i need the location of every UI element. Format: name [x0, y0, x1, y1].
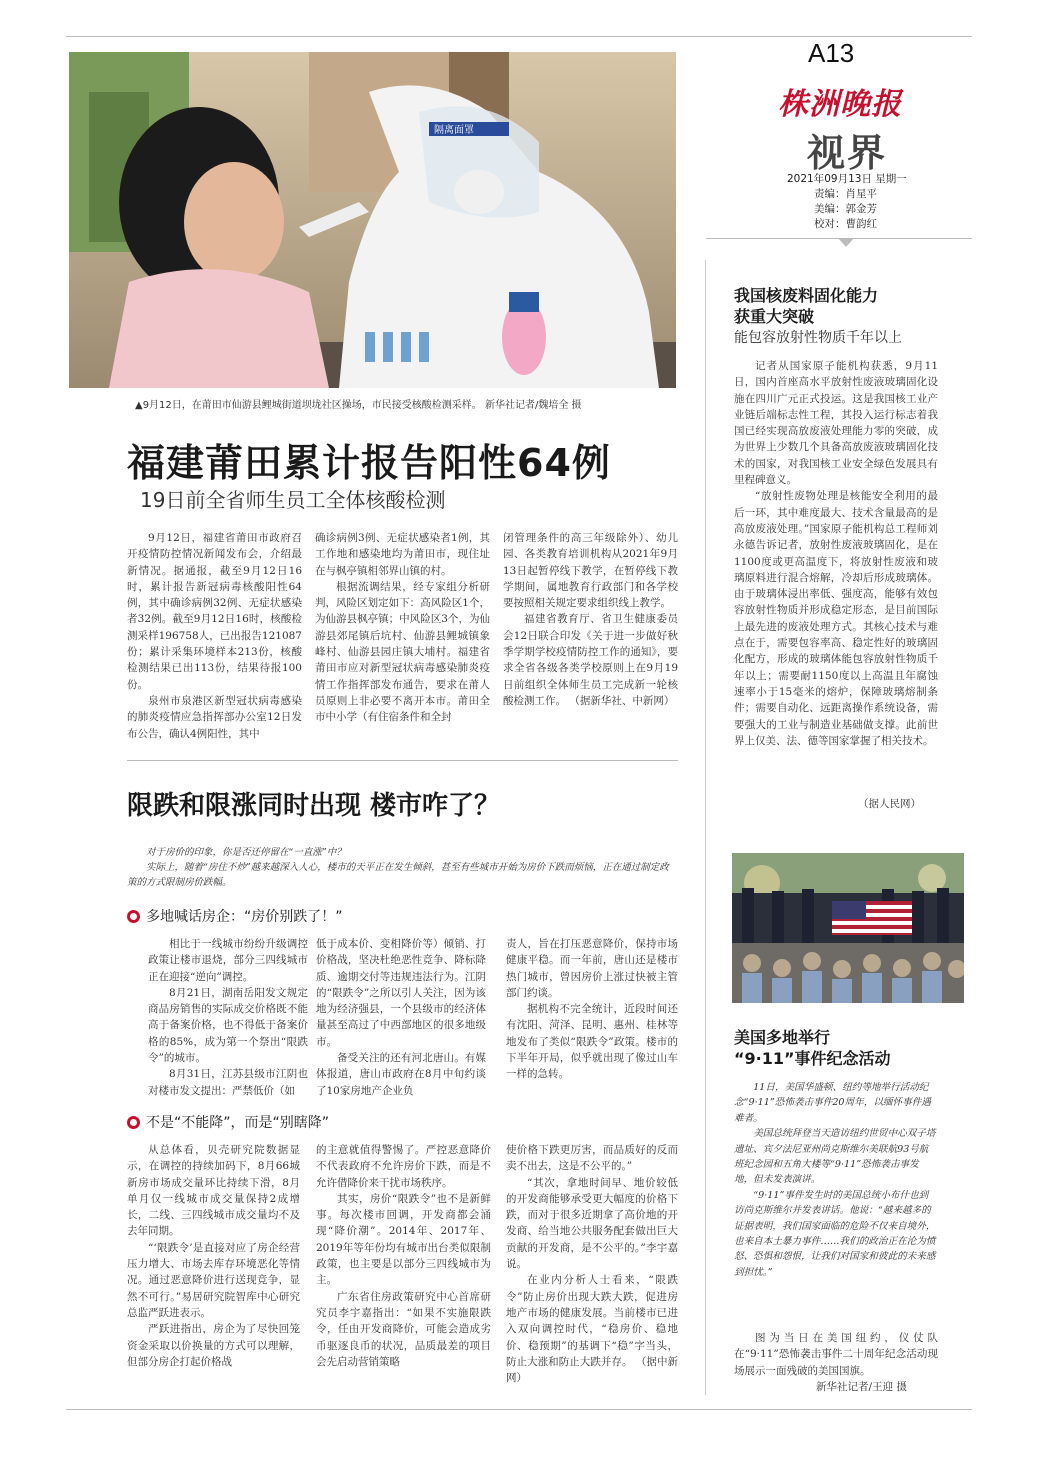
- proofreader-credit: 校对：曹韵红: [814, 218, 877, 230]
- bottom-rule: [66, 1409, 972, 1410]
- caption-text: 图为当日在美国纽约，仪仗队在“9·11”恐怖袭击事件二十周年纪念活动现场展示一面残破的美国国旗。: [734, 1332, 938, 1377]
- paragraph: 的主意就值得警惕了。严控恶意降价不代表政府不允许房价下跌，而是不允许借降价来干扰市场秩序。: [316, 1144, 491, 1189]
- paragraph: 备受关注的还有河北唐山。有媒体报道，唐山市政府在8月中旬约谈了10家房地产企业负: [316, 1052, 486, 1097]
- newspaper-logo: 株洲晚报: [778, 87, 902, 122]
- article1-col3: [503, 530, 678, 709]
- paragraph: 使价格下跌更厉害，而品质好的反而卖不出去，这是不公平的。”: [506, 1144, 678, 1173]
- article3-source: （据人民网）: [858, 798, 921, 810]
- main-photo-caption: ▲9月12日，在莆田市仙游县鲤城街道坝垅社区操场，市民接受核酸检测采样。 新华社记者/魏培全 摄: [135, 400, 582, 411]
- article3-body: [734, 358, 938, 749]
- section2-col3: [506, 1142, 678, 1386]
- bullet-circle-icon: [127, 910, 140, 923]
- section1-col3: [506, 936, 678, 1083]
- article3-title-line2: 获重大突破: [734, 307, 815, 326]
- article4-body: [734, 1080, 937, 1280]
- section1-col1: [148, 936, 308, 1099]
- article4-caption: [734, 1330, 938, 1379]
- article1-title: 福建莆田累计报告阳性64例: [127, 441, 611, 485]
- section1-heading: [127, 906, 343, 926]
- lead-paragraph: 实际上，随着“房住不炒”越来越深入人心，楼市的天平正在发生倾斜，甚至有些城市开始为房价下跌而烦恼，正在通过制定政策的方式限制房价跌幅。: [127, 862, 669, 888]
- paragraph: 确诊病例3例、无症状感染者1例，其工作地和感染地均为莆田市，现住址在与枫亭镇相邻界山镇的村。: [315, 532, 490, 577]
- flag-ceremony-illustration: [732, 853, 964, 1003]
- paragraph: “9·11”事件发生时的美国总统小布什也到访尚克斯维尔并发表讲话。他说：“越来越多的证据表明，我们国家面临的危险不仅来自境外，也来自本土暴力事件……我们的政治正在沦为愤怒、恐惧和怨恨，让我们对国家和彼此的未来感到担忧。”: [734, 1189, 936, 1278]
- article3-subtitle: 能包容放射性物质千年以上: [734, 330, 902, 346]
- paragraph: 泉州市泉港区新型冠状病毒感染的肺炎疫情应急指挥部办公室12日发布公告，确认4例阳性，其中: [127, 694, 302, 740]
- paragraph: 从总体看，贝壳研究院数据显示，在调控的持续加码下，8月66城新房市场成交量环比持续下滑，8月单月仅一线城市成交量保持2成增长，二线、三四线城市成交量均不及去年同期。: [127, 1144, 300, 1238]
- paragraph: “‘限跌令’是直接对应了房企经营压力增大、市场去库存环境恶化等情况。通过恶意降价进行送现竞争，显然不可行。”易居研究院智库中心研究总监严跃进表示。: [127, 1241, 300, 1319]
- paragraph: 广东省住房政策研究中心首席研究员李宇嘉指出：“如果不实施限跌令，任由开发商降价，可能会造成劣币驱逐良币的状况，品质最差的项目会先启动营销策略: [316, 1290, 491, 1368]
- bullet-circle-icon: [127, 1116, 140, 1129]
- paragraph: 8月31日，江苏县级市江阴也对楼市发文提出：严禁低价（如: [148, 1068, 308, 1097]
- article3-title-line1: 我国核废料固化能力: [734, 286, 879, 305]
- editor-credit: 责编：肖星平: [814, 188, 877, 200]
- article1-col1: [127, 530, 302, 742]
- article2-lead: [127, 845, 677, 890]
- article4-title-line1: 美国多地举行: [734, 1028, 831, 1047]
- paragraph: 闭管理条件的高三年级除外）、幼儿园、各类教育培训机构从2021年9月13日起暂停线下教学，在暂停线下教学期间，属地教育行政部门和各学校要按照相关规定要求组织线上教学。: [503, 532, 678, 610]
- paragraph: 8月21日，湖南岳阳发文规定商品房销售的实际成交价格既不能高于备案价格，也不得低于备案价格的85%，成为第一个祭出“限跌令”的城市。: [148, 986, 308, 1065]
- masthead-tab: [838, 238, 854, 247]
- page-number: A13: [808, 38, 855, 68]
- top-rule: [66, 36, 972, 37]
- section2-heading-text: 不是“不能降”，而是“别瞎降”: [146, 1115, 330, 1131]
- article1-subtitle: 19日前全省师生员工全体核酸检测: [140, 488, 446, 512]
- face-shield-label: 隔离面罩: [434, 125, 474, 136]
- paragraph: 相比于一线城市纷纷升级调控政策让楼市退烧，部分三四线城市正在迎接“逆向”调控。: [148, 938, 308, 983]
- article1-col2: [315, 530, 490, 726]
- section2-col2: [316, 1142, 491, 1370]
- article4-credit: 新华社记者/王迎 摄: [816, 1381, 907, 1393]
- paragraph: 根据流调结果，经专家组分析研判，风险区划定如下：高风险区1个，为仙游县枫亭镇；中风险区3个，为仙游县郊尾镇后坑村、仙游县鲤城镇象峰村、仙游县园庄镇大埔村。福建省莆田市应对新型冠状病毒感染肺炎疫情工作指挥部发布通告，要求在莆人员原则上非必要不离开本市。莆田全市中小学（有住宿条件和全封: [315, 580, 490, 724]
- covid-test-illustration: [69, 52, 676, 388]
- article2-title: 限跌和限涨同时出现 楼市咋了？: [127, 791, 501, 821]
- paragraph: 低于成本价、变相降价等）倾销、打价格战，坚决杜绝恶性竞争、降标降质、逾期交付等违规违法行为。江阴的“限跌令”之所以引人关注，因为该地为经济强县，一个县级市的经济体量甚至高过了中西部地区的很多地级市。: [316, 938, 486, 1048]
- lead-paragraph: 对于房价的印象，你是否还停留在“一直涨”中？: [146, 847, 346, 858]
- paragraph: “其次，拿地时间早、地价较低的开发商能够承受更大幅度的价格下跌，而对于很多近期拿了高价地的开发商、给当地公共服务配套做出巨大贡献的开发商，是不公平的。”李宇嘉说。: [506, 1176, 678, 1271]
- paragraph: “放射性废物处理是核能安全利用的最后一环，其中难度最大、技术含量最高的是高放废液处理。”国家原子能机构总工程师刘永德告诉记者，放射性废液玻璃固化，是在1100度或更高温度下，将放射性废液和玻璃原料进行混合熔解，冷却后形成玻璃体。由于玻璃体浸出率低、强度高，能够有效包容放射性物质并形成稳定形态，是目前国际上最先进的废液处理方式。其核心技术与难点在于，需要包容率高、稳定性好的玻璃固化配方，形成的玻璃体能包容放射性物质千年以上；需要耐1150度以上高温且年腐蚀速率小于15毫米的熔炉，保障玻璃熔制条件；需要自动化、远距离操作系统设备，需要强大的工业与制造业基础做支撑。此前世界上仅美、法、德等国家掌握了相关技术。: [734, 490, 938, 747]
- paragraph: 在业内分析人士看来，“限跌令”防止房价出现大跌大跌，促进房地产市场的健康发展。当前楼市已进入双向调控时代，“稳房价、稳地价、稳预期”的基调下“稳”字当头，防止大涨和防止大跌并存。 （据中新网）: [506, 1274, 678, 1385]
- paragraph: 福建省教育厅、省卫生健康委员会12日联合印发《关于进一步做好秋季学期学校疫情防控工作的通知》，要求全省各级各类学校原则上在9月19日前组织全体师生员工完成新一轮核酸检测工作。 （据新华社、中新网）: [503, 613, 678, 707]
- paragraph: 美国总统拜登当天造访纽约世贸中心双子塔遗址、宾夕法尼亚州尚克斯维尔美联航93号航班纪念园和五角大楼等“9·11”恐怖袭击事发地，但未发表演讲。: [734, 1128, 936, 1186]
- designer-credit: 美编：郭金芳: [814, 203, 877, 215]
- article4-title-line2: “9·11”事件纪念活动: [734, 1049, 891, 1068]
- vertical-divider: [705, 260, 706, 1395]
- paragraph: 责人，旨在打压恶意降价，保持市场健康平稳。而一年前，唐山还是楼市热门城市，曾因房价上涨过快被主管部门约谈。: [506, 938, 678, 999]
- main-photo: [69, 52, 676, 388]
- memorial-photo: [732, 853, 964, 1003]
- paragraph: 据机构不完全统计，近段时间还有沈阳、菏泽、昆明、惠州、桂林等地发布了类似“限跌令”政策。楼市的下半年开局，似乎就出现了像过山车一样的急转。: [506, 1003, 678, 1081]
- paragraph: 严跃进指出，房企为了尽快回笼资金采取以价换量的方式可以理解，但部分房企打起价格战: [127, 1323, 300, 1368]
- paragraph: 9月12日，福建省莆田市政府召开疫情防控情况新闻发布会，介绍最新情况。据通报，截至9月12日16时，累计报告新冠病毒核酸阳性64例，其中确诊病例32例、无症状感染者32例。截至9月12日16时，核酸检测采样196758人，已出报告121087份；累计采集环境样本213份，核酸检测结果已出113份，结果待报100份。: [127, 532, 302, 691]
- paragraph: 其实，房价“限跌令”也不是新鲜事。每次楼市回调，开发商都会涌现“降价潮”。2014年、2017年、2019年等年份均有城市出台类似限制政策，也主要是以部分三四线城市为主。: [316, 1192, 491, 1287]
- issue-date: 2021年09月13日 星期一: [787, 173, 907, 185]
- section1-heading-text: 多地喊话房企：“房价别跌了！”: [146, 909, 343, 925]
- paragraph: 11日，美国华盛顿、纽约等地举行活动纪念“9·11”恐怖袭击事件20周年，以缅怀事件遇难者。: [734, 1082, 931, 1124]
- section-name: 视界: [807, 130, 888, 175]
- section2-heading: [127, 1112, 329, 1132]
- article-divider: [127, 760, 678, 761]
- section1-col2: [316, 936, 486, 1099]
- section2-col1: [127, 1142, 300, 1370]
- paragraph: 记者从国家原子能机构获悉，9月11日，国内首座高水平放射性废液玻璃固化设施在四川广元正式投运。这是我国核工业产业链后端标志性工程，其投入运行标志着我国已经实现高放废液处理能力零的突破，成为世界上少数几个具备高放废液玻璃固化技术的国家，对我国核工业安全绿色发展具有里程碑意义。: [734, 360, 938, 487]
